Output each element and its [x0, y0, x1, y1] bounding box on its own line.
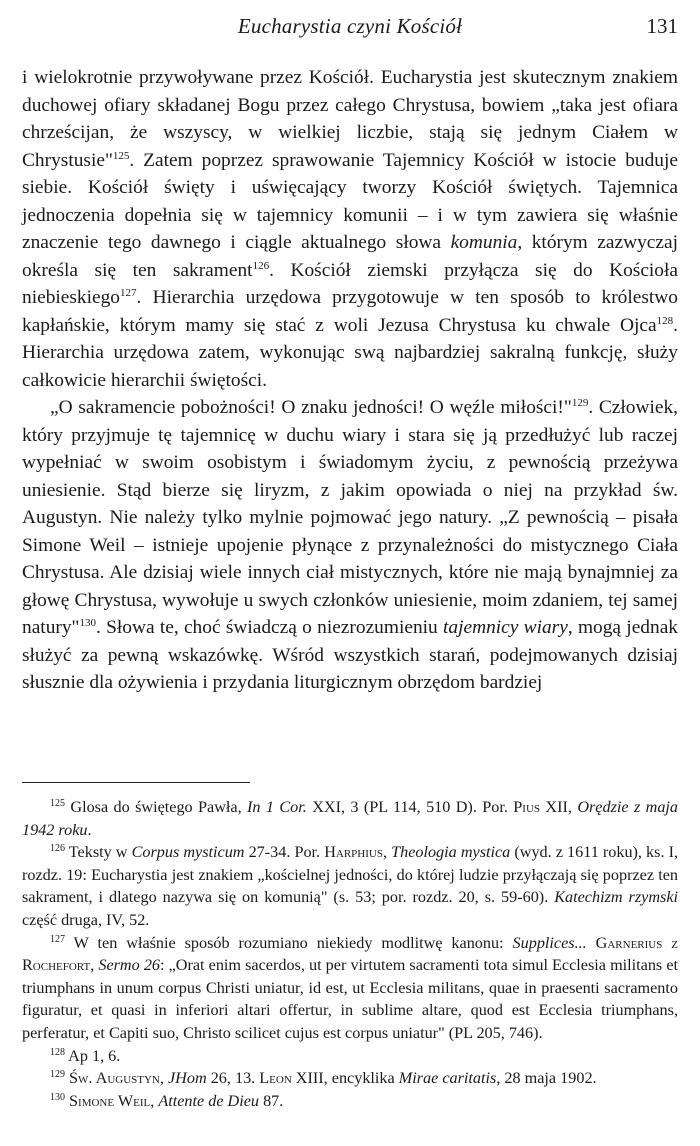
italic-title: Katechizm rzymski — [554, 888, 679, 907]
author-name: Simone Weil — [69, 1091, 151, 1110]
author-name: Garnerius z Rochefort — [22, 933, 678, 975]
text-run: . Hierarchia urzędowa zatem, wykonując swą najbardziej sakralną funkcję, służy całkowicie hierarchii świętości. — [22, 314, 678, 391]
text-run: . — [87, 820, 92, 839]
italic-term: tajemnicy wiary — [443, 617, 568, 638]
text-run: , — [567, 798, 578, 816]
page-number: 131 — [646, 14, 678, 38]
italic-title: Orędzie z maja 1942 roku — [22, 798, 679, 839]
footnote-number: 128 — [50, 1046, 65, 1058]
italic-title: Corpus mysticum — [131, 843, 245, 862]
text-run: . Słowa te, choć świadczą o niezrozumieniu — [95, 617, 443, 638]
author-name: Pius XII — [513, 798, 568, 816]
text-run: , — [159, 1069, 168, 1088]
text-run: 87. — [259, 1091, 284, 1110]
text-run: „O sakramencie pobożności! O znaku jedności! O węźle miłości!" — [50, 397, 572, 418]
italic-title: In 1 Cor. — [247, 798, 307, 816]
footnote-number: 125 — [50, 798, 65, 809]
text-run: W ten właśnie sposób rozumiano niekiedy modlitwę kanonu: — [73, 933, 513, 952]
text-run — [587, 934, 596, 952]
text-run: , encyklika — [323, 1069, 399, 1088]
text-run: . Zatem poprzez sprawowanie Tajemnicy Kościół w istocie buduje siebie. Kościół święty i uświęcający tworzy Kościół świętych. Tajemnica jednoczenia dopełnia się w tajemnicy komunii – i w tym zawiera się właśnie znaczenie tego dawnego i ciągle aktualnego słowa — [22, 149, 678, 253]
footnote-ref-130: 130 — [79, 617, 96, 629]
paragraph-1 — [22, 64, 678, 394]
text-run: : „Orat enim sacerdos, ut per virtutem sacramenti tota simul Ecclesia militans et triumphans in unum corpus Christi uniatur, id est, ut Ecclesia militans, quae in praesenti sacramento figuratur, et quasi in inferiori altari offertur, in sublime altare, quod est Ecclesia triumphans, perferatur, et Capiti suo, Christo scilicet cujus est corpus uniatur" (PL 205, 746). — [22, 956, 679, 1042]
text-run: , — [150, 1091, 159, 1110]
footnote-ref-129: 129 — [571, 397, 589, 409]
footnote-127 — [22, 932, 678, 1045]
text-run: . Kościół ziemski przyłącza się do Kościoła niebieskiego — [22, 259, 678, 308]
footnote-number: 130 — [50, 1091, 65, 1103]
text-run: , mogą jednak służyć za pewną wskazówkę. Wśród wszystkich starań, podejmowanych dzisiaj słusznie dla ożywienia i przydania liturgicznym obrzędom bardziej — [22, 617, 678, 693]
footnote-129 — [22, 1067, 678, 1090]
footnote-ref-125: 125 — [112, 149, 130, 162]
italic-term: komunia — [450, 232, 518, 253]
footnote-number: 126 — [50, 843, 65, 855]
text-run: część druga, IV, 52. — [22, 910, 150, 929]
main-text — [22, 64, 678, 697]
text-run: Teksty w — [68, 843, 132, 862]
footnote-128 — [22, 1045, 678, 1068]
italic-title: Attente de Dieu — [158, 1091, 260, 1110]
footnote-ref-128: 128 — [656, 314, 674, 327]
author-name: Leon XIII — [259, 1069, 324, 1088]
footnote-number: 129 — [50, 1069, 65, 1081]
text-run: 27-34. Por. — [244, 843, 325, 862]
text-run: , którym zazwyczaj określa się ten sakrament — [22, 232, 679, 281]
italic-title: Theologia mystica — [391, 843, 511, 862]
text-run: . Hierarchia urzędowa przygotowuje w ten sposób to królestwo kapłańskie, którym mamy się stać z woli Jezusa Chrystusa ku chwale Ojca — [22, 287, 678, 336]
footnote-130 — [22, 1090, 678, 1113]
paragraph-2 — [22, 394, 678, 697]
italic-title: Mirae caritatis — [398, 1069, 497, 1088]
page-header — [0, 14, 700, 48]
text-run: (wyd. z 1611 roku), ks. I, rozdz. 19: Eucharystia jest znakiem „kościelnej jedności, do której ludzie przyłączają się poprzez ten sakrament, i dlatego nazywa się on komunią" (s. 53; por. rozdz. 20, s. 59-60). — [22, 843, 679, 907]
text-run: , 28 maja 1902. — [496, 1069, 597, 1088]
italic-title: Supplices... — [512, 933, 587, 952]
footnote-ref-127: 127 — [120, 287, 137, 299]
text-run: Ap 1, 6. — [68, 1046, 121, 1065]
footnote-divider — [22, 782, 250, 783]
text-run: Glosa do świętego Pawła, — [70, 798, 248, 816]
text-run: i wielokrotnie przywoływane przez Kościół. Eucharystia jest skutecznym znakiem duchowej ofiary składanej Bogu przez całego Chrystusa, bowiem „taka jest ofiara chrześcijan, że wszyscy, w wielkiej liczbie, stają się jednym Ciałem w Chrystusie" — [22, 67, 678, 171]
text-run: . Człowiek, który przyjmuje tę tajemnicę w duchu wiary i stara się ją przedłużyć lub raczej wypełniać w swoim osobistym i świadomym życiu, z pewnością przeżywa uniesienie. Stąd bierze się liryzm, z jakim opowiada o niej na przykład św. Augustyn. Nie należy tylko mylnie pojmować jego natury. „Z pewnością – pisała Simone Weil – istnieje upojenie płynące z przynależności do mistycznego Ciała Chrystusa. Ale dzisiaj wiele innych ciał mistycznych, które nie mają bynajmniej za głowę Chrystusa, wywołuje u swych członków uniesienie, moim zdaniem, tej samej natury" — [22, 397, 679, 638]
author-name: Św. Augustyn — [69, 1069, 160, 1088]
footnote-ref-126: 126 — [252, 259, 270, 272]
author-name: Harphius — [324, 843, 383, 862]
text-run: XXI, 3 (PL 114, 510 D). Por. — [306, 798, 514, 816]
italic-title: JHom — [167, 1069, 207, 1088]
footnotes — [22, 796, 678, 1112]
text-run: 26, 13. — [206, 1069, 260, 1088]
running-title: Eucharystia czyni Kościół — [237, 14, 463, 38]
footnote-125 — [22, 796, 678, 841]
italic-title: Sermo 26 — [98, 956, 161, 975]
footnote-126 — [22, 841, 678, 931]
footnote-number: 127 — [50, 933, 65, 945]
text-run: , — [90, 956, 99, 975]
text-run: , — [382, 843, 392, 862]
